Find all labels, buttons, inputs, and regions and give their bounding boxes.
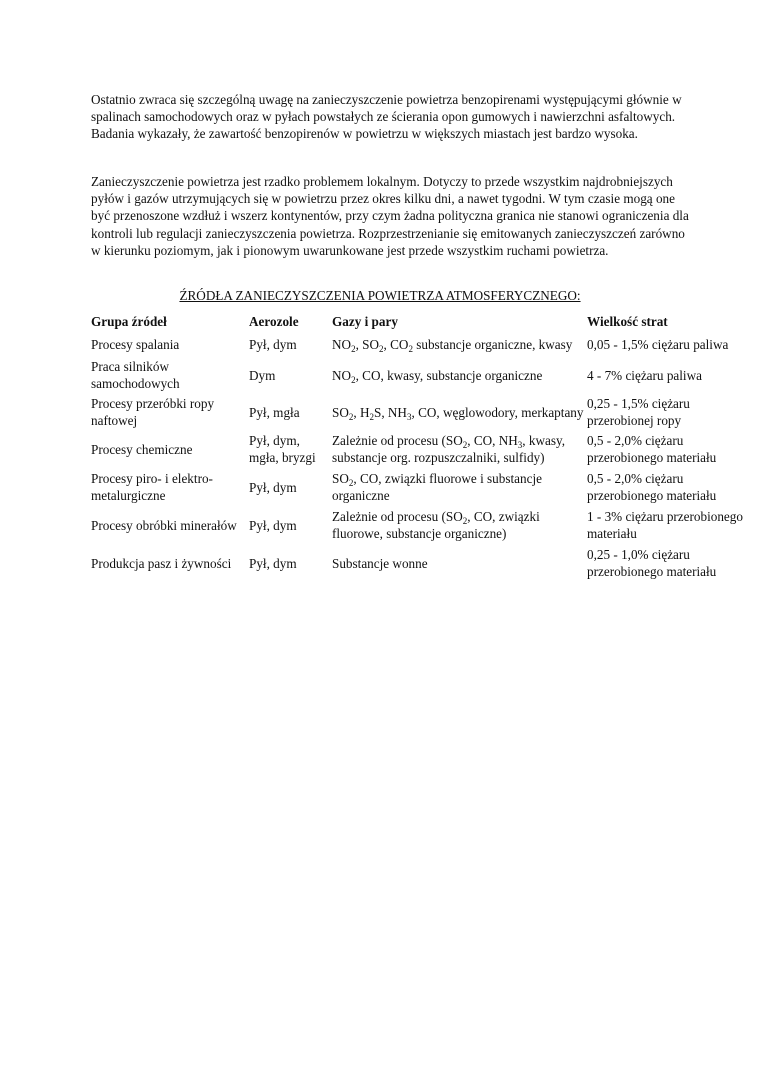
paragraph-benzopyrenes: Ostatnio zwraca się szczególną uwagę na zanieczyszczenie powietrza benzopirenami występującymi głównie w spalinach samochodowych oraz w pyłach powstałych ze ścierania opon gumowych i nawierzchni asfaltowych. Badania wykazały, że zawartość benzopirenów w powietrzu w większych miastach jest bardzo wysoka. — [91, 92, 682, 142]
cell-aerosols: Pył, dym — [249, 555, 297, 571]
cell-losses: 0,5 - 2,0% ciężaru przerobionego materiału — [587, 471, 717, 503]
header-aerosols: Aerozole — [249, 313, 299, 329]
header-source-group: Grupa źródeł — [91, 313, 167, 329]
table-row — [88, 506, 748, 544]
cell-group: Praca silników samochodowych — [91, 359, 180, 391]
cell-aerosols: Pył, dym, mgła, bryzgi — [249, 433, 316, 465]
cell-losses: 0,25 - 1,5% ciężaru przerobionej ropy — [587, 396, 690, 428]
cell-losses: 0,5 - 2,0% ciężaru przerobionego materiału — [587, 433, 717, 465]
cell-aerosols: Pył, mgła — [249, 404, 300, 420]
cell-aerosols: Dym — [249, 367, 276, 383]
table-row — [88, 394, 748, 430]
cell-aerosols: Pył, dym — [249, 336, 297, 352]
cell-gases: $SO_2$, $H_2S$, $NH_3$, CO, węglowodory, merkaptany — [332, 404, 584, 422]
cell-gases: Zależnie od procesu ($SO_2$, CO, związki fluorowe, substancje organiczne) — [332, 509, 540, 541]
cell-aerosols: Pył, dym — [249, 517, 297, 533]
cell-group: Procesy piro- i elektro-metalurgiczne — [91, 471, 213, 503]
header-losses: Wielkość strat — [587, 313, 668, 329]
cell-group: Procesy spalania — [91, 336, 180, 352]
table-row — [88, 356, 748, 394]
cell-losses: 4 - 7% ciężaru paliwa — [587, 367, 702, 383]
table-row — [88, 430, 748, 468]
cell-gases: Substancje wonne — [332, 555, 428, 571]
table-row — [88, 332, 748, 356]
cell-aerosols: Pył, dym — [249, 479, 297, 495]
table-header-row — [88, 310, 748, 332]
cell-group: Produkcja pasz i żywności — [91, 555, 232, 571]
cell-gases: $SO_2$, CO, związki fluorowe i substancje organiczne — [332, 471, 542, 503]
cell-group: Procesy chemiczne — [91, 441, 193, 457]
pollution-sources-table — [88, 310, 748, 582]
table-row — [88, 544, 748, 582]
cell-losses: 0,25 - 1,0% ciężaru przerobionego materiału — [587, 547, 717, 579]
paragraph-air-pollution-spread: Zanieczyszczenie powietrza jest rzadko problemem lokalnym. Dotyczy to przede wszystkim najdrobniejszych pyłów i gazów utrzymujących się w powietrzu przez okres kilku dni, a nawet tygodni. W tym czasie mogą one być przenoszone wzdłuż i wszerz kontynentów, przy czym żadna polityczna granica nie stanowi ograniczenia dla kontroli lub regulacji zanieczyszczenia powietrza. Rozprzestrzenianie się emitowanych zanieczyszczeń zarówno w kierunku poziomym, jak i pionowym uwarunkowane jest przede wszystkim ruchami powietrza. — [91, 174, 689, 258]
cell-group: Procesy obróbki minerałów — [91, 517, 237, 533]
cell-gases: Zależnie od procesu ($SO_2$, CO, $NH_3$, kwasy, substancje org. rozpuszczalniki, sulfidy) — [332, 433, 566, 465]
table-row — [88, 468, 748, 506]
cell-losses: 1 - 3% ciężaru przerobionego materiału — [587, 509, 743, 541]
table-title: ŹRÓDŁA ZANIECZYSZCZENIA POWIETRZA ATMOSFERYCZNEGO: — [179, 288, 581, 303]
cell-gases: $NO_2$, $SO_2$, $CO_2$ substancje organiczne, kwasy — [332, 336, 573, 354]
cell-losses: 0,05 - 1,5% ciężaru paliwa — [587, 336, 729, 352]
cell-group: Procesy przeróbki ropy naftowej — [91, 396, 215, 428]
header-gases: Gazy i pary — [332, 313, 398, 329]
cell-gases: $NO_2$, CO, kwasy, substancje organiczne — [332, 367, 543, 385]
